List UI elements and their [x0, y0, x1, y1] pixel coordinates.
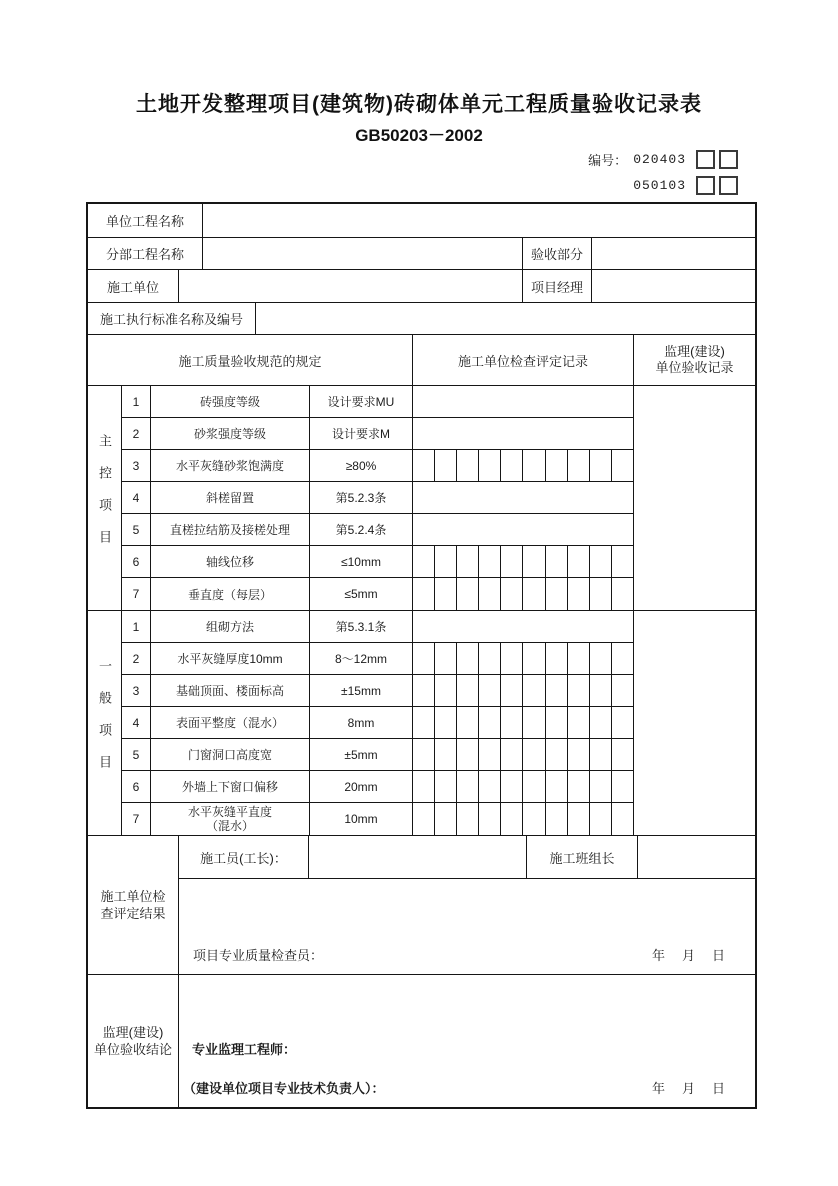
page-title: 土地开发整理项目(建筑物)砖砌体单元工程质量验收记录表: [136, 93, 702, 116]
builder-value: [179, 270, 523, 302]
row-item: 水平灰缝砂浆饱满度: [151, 450, 310, 481]
row-number: 1: [122, 611, 151, 642]
measurement-cell: [413, 546, 435, 577]
measurement-cell: [546, 675, 568, 706]
measurement-cell: [457, 578, 479, 610]
measurement-cell: [546, 739, 568, 770]
measurement-cell: [523, 803, 545, 835]
row-requirement: ≤10mm: [310, 546, 413, 577]
measurement-cell: [435, 803, 457, 835]
measurement-cell: [546, 707, 568, 738]
row-record-cell: [413, 386, 634, 417]
row-record-grid: [413, 546, 634, 577]
supervision-record-cell: [634, 611, 755, 835]
row-number: 1: [122, 386, 151, 417]
measurement-cell: [457, 450, 479, 481]
measurement-cell: [523, 450, 545, 481]
table-header-row: [88, 335, 755, 386]
foreman-value: [309, 836, 527, 878]
supervision-conclusion-label: [88, 975, 179, 1107]
measurement-cell: [612, 771, 633, 802]
row-requirement: ≤5mm: [310, 578, 413, 610]
row-standard: [88, 303, 755, 335]
serial-row-2: [588, 174, 738, 196]
row-requirement: 第5.3.1条: [310, 611, 413, 642]
row-requirement: 8～12mm: [310, 643, 413, 674]
row-number: 2: [122, 643, 151, 674]
serial-number-block: [588, 148, 738, 200]
unit-project-value: [203, 204, 755, 237]
foreman-row: [179, 836, 755, 879]
table-row: [122, 418, 634, 450]
measurement-cell: [612, 803, 633, 835]
row-number: 3: [122, 675, 151, 706]
section-general: [88, 611, 755, 836]
measurement-cell: [568, 643, 590, 674]
row-record-grid: [413, 739, 634, 770]
quality-inspector-label: 项目专业质量检查员：: [193, 948, 324, 963]
serial-box: [696, 176, 715, 195]
standard-label: 施工执行标准名称及编号: [88, 303, 256, 334]
measurement-cell: [435, 675, 457, 706]
header-supervision-line2: 单位验收记录: [655, 360, 734, 375]
section-main-control: [88, 386, 755, 611]
row-item-line1: 水平灰缝平直度: [187, 805, 272, 819]
row-record-grid: [413, 771, 634, 802]
measurement-cell: [479, 578, 501, 610]
measurement-cell: [568, 546, 590, 577]
row-record-cell: [413, 514, 634, 545]
measurement-cell: [501, 675, 523, 706]
measurement-cell: [457, 546, 479, 577]
measurement-cell: [435, 546, 457, 577]
measurement-cell: [435, 707, 457, 738]
measurement-cell: [612, 675, 633, 706]
row-number: 4: [122, 482, 151, 513]
measurement-cell: [435, 643, 457, 674]
measurement-cell: [523, 546, 545, 577]
measurement-cell: [612, 739, 633, 770]
measurement-cell: [546, 546, 568, 577]
check-date-label: 年 月 日: [651, 948, 727, 963]
row-requirement: 第5.2.3条: [310, 482, 413, 513]
measurement-cell: [479, 643, 501, 674]
measurement-cell: [501, 643, 523, 674]
measurement-cell: [590, 707, 612, 738]
measurement-cell: [413, 675, 435, 706]
serial-code-1: 020403: [633, 151, 686, 167]
measurement-cell: [612, 450, 633, 481]
measurement-cell: [612, 643, 633, 674]
measurement-cell: [457, 771, 479, 802]
measurement-cell: [568, 707, 590, 738]
table-row: [122, 450, 634, 482]
builder-check-label-line2: 查评定结果: [100, 906, 166, 921]
measurement-cell: [435, 578, 457, 610]
measurement-cell: [568, 450, 590, 481]
measurement-cell: [479, 546, 501, 577]
measurement-cell: [568, 578, 590, 610]
measurement-cell: [501, 803, 523, 835]
measurement-cell: [523, 739, 545, 770]
measurement-cell: [546, 578, 568, 610]
team-leader-value: [638, 836, 755, 878]
row-item: 斜槎留置: [151, 482, 310, 513]
builder-check-result-label: [88, 836, 179, 974]
acceptance-part-label: 验收部分: [523, 238, 592, 269]
measurement-cell: [523, 643, 545, 674]
row-record-cell: [413, 418, 634, 449]
row-item: 水平灰缝厚度10mm: [151, 643, 310, 674]
manager-label: 项目经理: [523, 270, 592, 302]
table-row: [122, 611, 634, 643]
measurement-cell: [523, 578, 545, 610]
measurement-cell: [546, 803, 568, 835]
supervision-conclusion-area: [179, 975, 755, 1107]
check-result-area: [179, 879, 755, 974]
header-supervision-line1: 监理(建设): [664, 344, 725, 359]
supervision-record-cell: [634, 386, 755, 610]
measurement-cell: [435, 450, 457, 481]
measurement-cell: [479, 739, 501, 770]
measurement-cell: [523, 771, 545, 802]
row-record-grid: [413, 675, 634, 706]
measurement-cell: [590, 739, 612, 770]
measurement-cell: [590, 450, 612, 481]
measurement-cell: [612, 707, 633, 738]
measurement-cell: [479, 803, 501, 835]
division-label: 分部工程名称: [88, 238, 203, 269]
header-check: 施工单位检查评定记录: [413, 335, 634, 385]
acceptance-part-value: [592, 238, 755, 269]
measurement-cell: [612, 546, 633, 577]
team-leader-label: 施工班组长: [527, 836, 638, 878]
measurement-cell: [501, 546, 523, 577]
row-item: 砖强度等级: [151, 386, 310, 417]
measurement-cell: [568, 771, 590, 802]
measurement-cell: [479, 675, 501, 706]
builder-check-result-section: [88, 836, 755, 975]
measurement-cell: [523, 707, 545, 738]
page-subtitle: GB50203－2002: [355, 126, 483, 145]
division-value: [203, 238, 523, 269]
row-record-grid: [413, 803, 634, 835]
header-spec: 施工质量验收规范的规定: [88, 335, 413, 385]
table-row: [122, 803, 634, 835]
row-item: [151, 803, 310, 835]
measurement-cell: [457, 643, 479, 674]
row-requirement: 20mm: [310, 771, 413, 802]
standard-value: [256, 303, 755, 334]
measurement-cell: [590, 643, 612, 674]
row-requirement: ±15mm: [310, 675, 413, 706]
table-row: [122, 578, 634, 610]
measurement-cell: [590, 675, 612, 706]
supervision-engineer-label: 专业监理工程师：: [192, 1042, 297, 1057]
builder-check-content: [179, 836, 755, 974]
serial-code-2: 050103: [633, 177, 686, 193]
measurement-cell: [590, 803, 612, 835]
foreman-label: 施工员(工长)：: [179, 836, 309, 878]
row-builder: [88, 270, 755, 303]
section-rows: [122, 386, 634, 610]
measurement-cell: [546, 450, 568, 481]
row-number: 5: [122, 514, 151, 545]
row-item: 外墙上下窗口偏移: [151, 771, 310, 802]
measurement-cell: [501, 707, 523, 738]
serial-row-1: [588, 148, 738, 170]
row-unit-project: [88, 204, 755, 238]
serial-box: [719, 176, 738, 195]
row-number: 5: [122, 739, 151, 770]
header-supervision: [634, 335, 755, 385]
measurement-cell: [413, 707, 435, 738]
builder-label: 施工单位: [88, 270, 179, 302]
measurement-cell: [568, 803, 590, 835]
row-item: 轴线位移: [151, 546, 310, 577]
measurement-cell: [413, 643, 435, 674]
supervision-conclusion-section: [88, 975, 755, 1107]
measurement-cell: [612, 578, 633, 610]
row-record-grid: [413, 643, 634, 674]
row-requirement: 设计要求MU: [310, 386, 413, 417]
row-record-cell: [413, 482, 634, 513]
row-division-project: [88, 238, 755, 270]
supervision-label-line1: 监理(建设): [102, 1025, 164, 1040]
tech-leader-label: （建设单位项目专业技术负责人）：: [183, 1081, 385, 1096]
row-requirement: ≥80%: [310, 450, 413, 481]
row-item: 砂浆强度等级: [151, 418, 310, 449]
measurement-cell: [435, 739, 457, 770]
row-item: 组砌方法: [151, 611, 310, 642]
measurement-cell: [501, 739, 523, 770]
measurement-cell: [546, 771, 568, 802]
serial-label: 编号：: [588, 152, 628, 168]
measurement-cell: [590, 546, 612, 577]
table-row: [122, 739, 634, 771]
row-number: 2: [122, 418, 151, 449]
measurement-cell: [457, 739, 479, 770]
section-label-main-control: 主控项目: [88, 386, 122, 610]
row-requirement: 第5.2.4条: [310, 514, 413, 545]
serial-box: [719, 150, 738, 169]
row-number: 6: [122, 546, 151, 577]
measurement-cell: [435, 771, 457, 802]
measurement-cell: [546, 643, 568, 674]
row-item: 垂直度（每层）: [151, 578, 310, 610]
measurement-cell: [568, 675, 590, 706]
measurement-cell: [413, 771, 435, 802]
table-row: [122, 482, 634, 514]
row-number: 7: [122, 578, 151, 610]
measurement-cell: [479, 771, 501, 802]
measurement-cell: [479, 707, 501, 738]
table-row: [122, 643, 634, 675]
measurement-cell: [523, 675, 545, 706]
table-row: [122, 707, 634, 739]
measurement-cell: [590, 578, 612, 610]
row-record-grid: [413, 450, 634, 481]
measurement-cell: [501, 450, 523, 481]
measurement-cell: [457, 707, 479, 738]
measurement-cell: [479, 450, 501, 481]
row-requirement: 设计要求M: [310, 418, 413, 449]
measurement-cell: [457, 675, 479, 706]
row-number: 3: [122, 450, 151, 481]
measurement-cell: [413, 803, 435, 835]
section-label-general: 一般项目: [88, 611, 122, 835]
row-number: 6: [122, 771, 151, 802]
row-requirement: ±5mm: [310, 739, 413, 770]
measurement-cell: [501, 578, 523, 610]
row-record-grid: [413, 578, 634, 610]
row-item: 门窗洞口高度宽: [151, 739, 310, 770]
row-record-cell: [413, 611, 634, 642]
supervision-date-label: 年 月 日: [651, 1081, 727, 1096]
row-requirement: 8mm: [310, 707, 413, 738]
measurement-cell: [413, 450, 435, 481]
table-row: [122, 514, 634, 546]
table-row: [122, 771, 634, 803]
row-record-grid: [413, 707, 634, 738]
row-number: 7: [122, 803, 151, 835]
acceptance-record-form: [86, 202, 757, 1109]
manager-value: [592, 270, 755, 302]
supervision-label-line2: 单位验收结论: [93, 1042, 172, 1057]
measurement-cell: [501, 771, 523, 802]
measurement-cell: [590, 771, 612, 802]
measurement-cell: [413, 578, 435, 610]
row-item-line2: （混水）: [205, 819, 254, 833]
measurement-cell: [457, 803, 479, 835]
unit-project-label: 单位工程名称: [88, 204, 203, 237]
measurement-cell: [413, 739, 435, 770]
serial-box: [696, 150, 715, 169]
table-row: [122, 386, 634, 418]
row-item: 直槎拉结筋及接槎处理: [151, 514, 310, 545]
section-rows: [122, 611, 634, 835]
row-item: 基础顶面、楼面标高: [151, 675, 310, 706]
builder-check-label-line1: 施工单位检: [100, 889, 166, 904]
table-row: [122, 675, 634, 707]
table-row: [122, 546, 634, 578]
row-item: 表面平整度（混水）: [151, 707, 310, 738]
row-number: 4: [122, 707, 151, 738]
row-requirement: 10mm: [310, 803, 413, 835]
measurement-cell: [568, 739, 590, 770]
